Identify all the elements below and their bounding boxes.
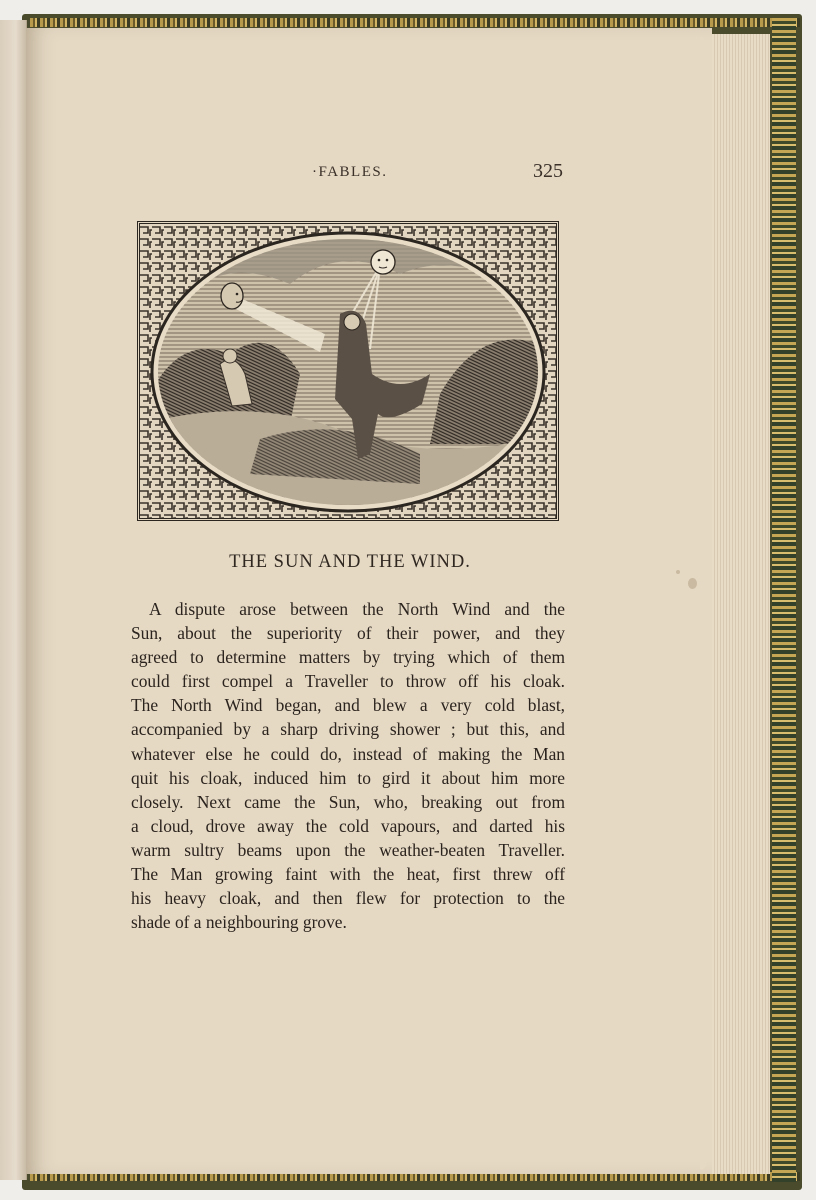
text-line: warm sultry beams upon the weather-beaten Traveller. <box>131 839 565 860</box>
text-line: A dispute arose between the North Wind and the <box>149 599 565 619</box>
text-line: The North Wind began, and blew a very cold blast, <box>131 695 565 716</box>
page-number: 325 <box>533 160 563 182</box>
text-line: a cloud, drove away the cold vapours, and darted his <box>131 815 565 836</box>
text-line: closely. Next came the Sun, who, breaking out from <box>131 791 565 812</box>
facing-page-edge <box>0 20 27 1180</box>
deckle-edge <box>700 36 718 1170</box>
foxing-spot <box>688 578 697 589</box>
sun-face-icon <box>371 250 395 274</box>
text-line: Sun, about the superiority of their power, and they <box>131 623 565 644</box>
wind-face-icon <box>221 283 243 309</box>
text-line: his heavy cloak, and then flew for protection to the <box>131 888 565 909</box>
gilt-border-right <box>772 18 796 1182</box>
text-line: accompanied by a sharp driving shower ; but this, and <box>131 719 565 740</box>
fable-title: THE SUN AND THE WIND. <box>229 552 471 572</box>
woodcut-illustration <box>137 221 559 521</box>
running-head: ·FABLES. <box>312 164 388 180</box>
fable-body <box>131 597 565 934</box>
text-line: could first compel a Traveller to throw off his cloak. <box>131 671 565 692</box>
text-line: quit his cloak, induced him to gird it about him more <box>131 767 565 788</box>
text-line: whatever else he could do, instead of making the Man <box>131 743 565 764</box>
text-line: The Man growing faint with the heat, first threw off <box>131 864 565 885</box>
text-line: agreed to determine matters by trying which of them <box>131 647 565 668</box>
text-line: shade of a neighbouring grove. <box>131 912 347 933</box>
gilt-border-top <box>30 18 800 27</box>
